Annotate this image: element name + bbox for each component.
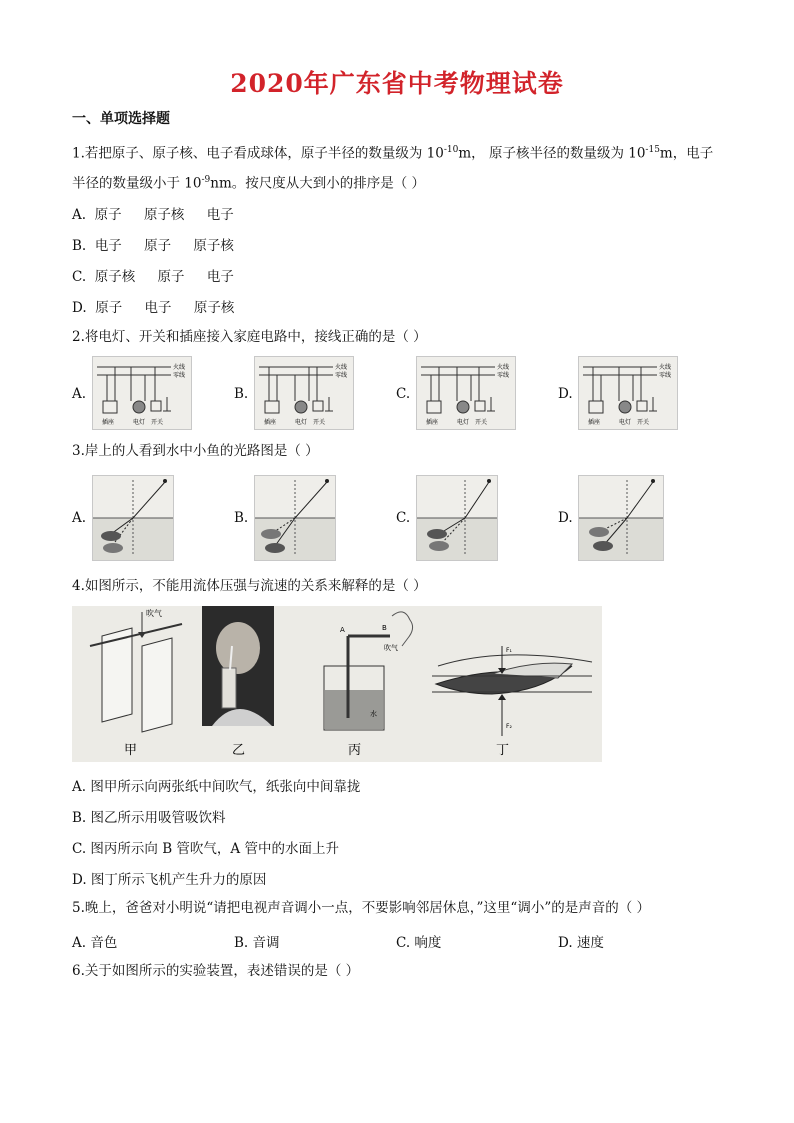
q1-option-item: 电子	[206, 207, 234, 223]
q1-option-item: 原子核	[193, 300, 235, 316]
q2-circuit-figure-a[interactable]	[92, 356, 192, 430]
q3-option-d-label[interactable]: D.	[558, 510, 573, 526]
q4-stem: 4.如图所示，不能用流体压强与流速的关系来解释的是（ ）	[72, 578, 427, 594]
q1-option-key: A.	[72, 207, 87, 223]
q4-option-a[interactable]: A. 图甲所示向两张纸中间吹气，纸张向中间靠拢	[72, 779, 361, 795]
q2-stem: 2.将电灯、开关和插座接入家庭电路中，接线正确的是（ ）	[72, 329, 427, 345]
figure-label-yi: 乙	[232, 743, 246, 758]
device-label-switch: 开关	[475, 419, 488, 426]
q1-option-c[interactable]	[72, 265, 234, 285]
q3-light-path-figure-d[interactable]	[578, 475, 664, 561]
q2-circuit-figure-c[interactable]	[416, 356, 516, 430]
device-label-socket: 插座	[426, 419, 439, 426]
q3-option-b-label[interactable]: B.	[234, 510, 249, 526]
device-label-socket: 插座	[588, 419, 601, 426]
q2-circuit-figure-b[interactable]	[254, 356, 354, 430]
blow-label: 吹气	[146, 609, 162, 618]
q4-option-d[interactable]: D. 图丁所示飞机产生升力的原因	[72, 872, 267, 888]
figure-label-ding: 丁	[496, 743, 510, 758]
q1-option-item: 电子	[144, 300, 172, 316]
q2-option-d-label[interactable]: D.	[558, 386, 573, 402]
page-title: 2020年广东省中考物理试卷	[230, 69, 564, 98]
q1-text-c: m，电子	[659, 145, 714, 162]
q1-option-item: 原子	[94, 207, 122, 223]
section-heading: 一、单项选择题	[72, 111, 170, 127]
wire-label-live: 火线	[497, 364, 510, 371]
force-f1-label: F₁	[506, 647, 512, 654]
q5-option-c[interactable]: C. 响度	[396, 935, 442, 951]
q3-light-path-figure-b[interactable]	[254, 475, 336, 561]
q3-light-path-figure-c[interactable]	[416, 475, 498, 561]
device-label-switch: 开关	[151, 419, 164, 426]
q5-option-d[interactable]: D. 速度	[558, 935, 604, 951]
q1-option-b[interactable]	[72, 234, 234, 254]
q5-stem: 5.晚上，爸爸对小明说“请把电视声音调小一点，不要影响邻居休息，”这里“调小”的是声音的（ ）	[72, 900, 651, 916]
q1-option-item: 电子	[94, 238, 122, 254]
blow-label-bing: 吹气	[384, 644, 398, 652]
device-label-socket: 插座	[102, 419, 115, 426]
q3-stem: 3.岸上的人看到水中小鱼的光路图是（ ）	[72, 443, 319, 459]
q1-option-item: 原子核	[193, 238, 234, 254]
device-label-socket: 插座	[264, 419, 277, 426]
q4-combined-figure	[72, 606, 602, 762]
tube-a-label: A	[340, 626, 345, 634]
tube-b-label: B	[382, 624, 387, 632]
q1-text-b: m， 原子核半径的数量级为 10	[458, 145, 646, 162]
q5-option-a[interactable]: A. 音色	[72, 935, 118, 951]
q3-light-path-figure-a[interactable]	[92, 475, 174, 561]
q4-option-b[interactable]: B. 图乙所示用吸管吸饮料	[72, 810, 226, 826]
q2-circuit-figure-d[interactable]	[578, 356, 678, 430]
q1-option-item: 原子	[144, 238, 172, 254]
figure-label-jia: 甲	[124, 743, 138, 758]
q1-stem-line1	[72, 140, 713, 164]
q1-option-d[interactable]	[72, 296, 234, 316]
q3-option-a-label[interactable]: A.	[72, 510, 87, 526]
q1-text-e: nm。按尺度从大到小的排序是（ ）	[210, 175, 426, 192]
q1-exp1: -10	[443, 145, 459, 155]
device-label-switch: 开关	[313, 419, 326, 426]
q2-option-a-label[interactable]: A.	[72, 386, 87, 402]
q2-option-c-label[interactable]: C.	[396, 386, 411, 402]
q1-option-item: 原子核	[143, 207, 185, 223]
q5-option-b[interactable]: B. 音调	[234, 935, 280, 951]
q2-option-b-label[interactable]: B.	[234, 386, 249, 402]
q1-option-item: 原子	[95, 300, 123, 316]
q1-exp2: -15	[645, 145, 660, 155]
q1-text-d: 半径的数量级小于 10	[72, 175, 202, 192]
q1-exp3: -9	[201, 175, 211, 185]
wire-label-live: 火线	[173, 364, 186, 371]
water-label: 水	[370, 710, 377, 718]
q4-option-c[interactable]: C. 图丙所示向 B 管吹气，A 管中的水面上升	[72, 841, 339, 857]
device-label-lamp: 电灯	[133, 419, 146, 426]
q6-stem: 6.关于如图所示的实验装置，表述错误的是（ ）	[72, 963, 360, 979]
q1-option-key: D.	[72, 300, 87, 316]
wire-label-neutral: 零线	[335, 372, 348, 379]
q1-option-key: B.	[72, 238, 87, 254]
wire-label-live: 火线	[659, 364, 672, 371]
q3-option-c-label[interactable]: C.	[396, 510, 411, 526]
wire-label-neutral: 零线	[659, 372, 672, 379]
figure-label-bing: 丙	[348, 743, 362, 758]
wire-label-live: 火线	[335, 364, 348, 371]
q1-option-key: C.	[72, 269, 87, 285]
q1-option-item: 原子核	[94, 269, 136, 285]
q1-option-item: 原子	[157, 269, 185, 285]
force-f2-label: F₂	[506, 723, 512, 730]
wire-label-neutral: 零线	[497, 372, 510, 379]
device-label-lamp: 电灯	[457, 419, 470, 426]
wire-label-neutral: 零线	[173, 372, 186, 379]
device-label-lamp: 电灯	[295, 419, 308, 426]
q1-text-a: 1.若把原子、原子核、电子看成球体，原子半径的数量级为 10	[72, 145, 444, 162]
q1-option-a[interactable]	[72, 203, 234, 223]
device-label-switch: 开关	[637, 419, 650, 426]
q1-option-item: 电子	[206, 269, 234, 285]
device-label-lamp: 电灯	[619, 419, 632, 426]
q1-stem-line2	[72, 170, 425, 194]
